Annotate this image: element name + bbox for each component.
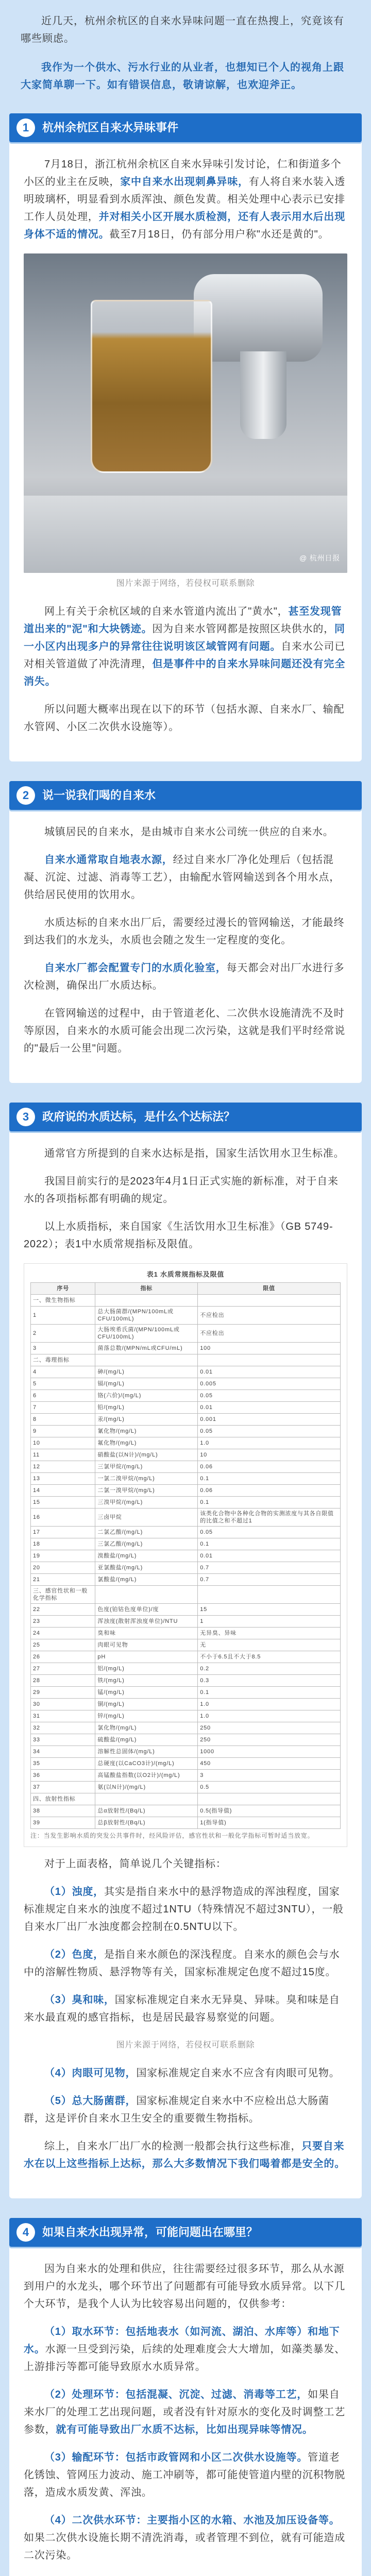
table-header-cell: 指标 bbox=[95, 1283, 198, 1295]
table-cell: 6 bbox=[31, 1390, 95, 1402]
table-row bbox=[31, 1366, 341, 1378]
photo-watermark: @ 杭州日报 bbox=[299, 554, 340, 562]
table-cell: 7 bbox=[31, 1402, 95, 1414]
text: 有人将自来水装入透明玻璃杯，明显看到水质浑浊、颜色发黄。相关处理中心表示已安排工作人员处理， bbox=[24, 176, 346, 223]
table-cell: 总β放射性/(Bq/L) bbox=[95, 1817, 198, 1829]
text: 国家标准规定自来水无异臭、异味。臭和味是自来水最直观的感官指标，也是居民最容易察觉的问题。 bbox=[24, 1994, 340, 2023]
intro bbox=[21, 12, 350, 94]
table-cell: 0.2 bbox=[198, 1663, 341, 1675]
table-body bbox=[31, 1295, 341, 1829]
table-cell: 氰化物/(mg/L) bbox=[95, 1426, 198, 1437]
table-cell: 氨(以N计)/(mg/L) bbox=[95, 1782, 198, 1793]
table-note: 注：当发生影响水质的突发公共事件时，经风险评估，感官性状和一般化学指标可暂时适当放宽。 bbox=[30, 1832, 314, 1839]
section-header-2 bbox=[9, 781, 362, 810]
table-cell: 11 bbox=[31, 1449, 95, 1461]
table-cell: 三卤甲烷 bbox=[95, 1509, 198, 1527]
table-row bbox=[31, 1574, 341, 1586]
table-cell: 0.05 bbox=[198, 1527, 341, 1538]
text: 经过自来水厂净化处理后（包括混凝、沉淀、过滤、消毒等工艺）， bbox=[24, 854, 334, 883]
table-row bbox=[31, 1449, 341, 1461]
table-cell: 0.01 bbox=[198, 1366, 341, 1378]
table-cell: 硫酸盐/(mg/L) bbox=[95, 1734, 198, 1746]
table-cell: 32 bbox=[31, 1722, 95, 1734]
table-header-cell: 限值 bbox=[198, 1283, 341, 1295]
table-cell: 1.0 bbox=[198, 1437, 341, 1449]
text: 如果二次供水设施长期不清洗消毒，或者管理不到位，就有可能造成二次污染。 bbox=[24, 2532, 345, 2561]
section-header-4 bbox=[9, 2218, 362, 2247]
glass-of-yellow-water bbox=[91, 300, 212, 473]
table-title: 表1 水质常规指标及限值 bbox=[146, 1270, 225, 1278]
table-cell: 1000 bbox=[198, 1746, 341, 1758]
paragraph: 对于上面表格，简单说几个关键指标： bbox=[44, 1858, 227, 1870]
paragraph: 水质达标的自来水出厂后，需要经过漫长的管网输送，才能最终到达我们的水龙头，水质也会随之发生一定程度的变化。 bbox=[24, 917, 345, 946]
paragraph: 我国目前实行的是2023年4月1日正式实施的新标准，对于自来水的各项指标都有明确的规定。 bbox=[24, 1176, 339, 1205]
table-cell: 0.3 bbox=[198, 1675, 341, 1687]
table-row bbox=[31, 1402, 341, 1414]
section-header-3 bbox=[9, 1103, 362, 1131]
table-cell: 1(指导值) bbox=[198, 1817, 341, 1829]
highlight: 就有可能导致出厂水质不达标，比如出现异味等情况。 bbox=[56, 2424, 313, 2435]
table-cell: 1.0 bbox=[198, 1699, 341, 1710]
table-cell: 18 bbox=[31, 1538, 95, 1550]
table-cell: 0.1 bbox=[198, 1687, 341, 1699]
text: 由输配水管网输送到各个用水点，供给居民使用的饮用水。 bbox=[24, 872, 340, 901]
table-row bbox=[31, 1378, 341, 1390]
table-cell: 34 bbox=[31, 1746, 95, 1758]
table-cell: 无异臭、异味 bbox=[198, 1628, 341, 1639]
table-cell: 三氯乙酸/(mg/L) bbox=[95, 1538, 198, 1550]
table-row bbox=[31, 1354, 341, 1366]
text: 国家标准规定自来水不应含有肉眼可见物。 bbox=[136, 2067, 340, 2079]
paragraph: 因为自来水的处理和供应，往往需要经过很多环节，那么从水源到用户的水龙头，哪个环节出了问题都有可能导致水质异常。以下几个大环节，是我个人认为比较容易出问题的，仅供参考： bbox=[24, 2263, 345, 2310]
table-row bbox=[31, 1710, 341, 1722]
table-cell bbox=[198, 1586, 341, 1604]
table-cell: 9 bbox=[31, 1426, 95, 1437]
text: 7月18日，浙江杭州余杭区自来水异味引发讨论，仁和街道多个小区的业主在反映， bbox=[24, 159, 342, 188]
table-row bbox=[31, 1746, 341, 1758]
table-cell: 三溴甲烷/(mg/L) bbox=[95, 1497, 198, 1509]
table-cell: 铜/(mg/L) bbox=[95, 1699, 198, 1710]
table-cell: 总硬度(以CaCO3计)/(mg/L) bbox=[95, 1758, 198, 1770]
table-cell: 溶解性总固体/(mg/L) bbox=[95, 1746, 198, 1758]
table-cell bbox=[95, 1793, 198, 1805]
table-row bbox=[31, 1295, 341, 1307]
table-cell: 15 bbox=[31, 1497, 95, 1509]
table-cell: 27 bbox=[31, 1663, 95, 1675]
table-row bbox=[31, 1616, 341, 1628]
text: 其实是指自来水中的悬浮物造成的浑浊程度，国家标准规定自来水的浊度不超过1NTU（特殊情况不超过3NTU），一般自来水厂出厂水浊度都会控制在0.5NTU以下。 bbox=[24, 1886, 344, 1933]
table-cell: 总大肠菌群/(MPN/100mL或CFU/100mL) bbox=[95, 1307, 198, 1325]
text: 水源一旦受到污染，后续的处理难度会大大增加，如藻类暴发、上游排污等都可能导致原水水质异常。 bbox=[24, 2344, 346, 2372]
section-number: 1 bbox=[16, 118, 35, 137]
image-caption: 图片来源于网络，若侵权可联系删除 bbox=[116, 2041, 255, 2049]
text: 管道老化锈蚀、管网压力波动、施工冲刷等，都可能使管道内壁的沉积物脱落，造成水质发黄、浑浊。 bbox=[24, 2452, 345, 2498]
table-cell: 氯化物/(mg/L) bbox=[95, 1722, 198, 1734]
table-row bbox=[31, 1663, 341, 1675]
table-cell: 2 bbox=[31, 1325, 95, 1343]
table-cell: 0.7 bbox=[198, 1574, 341, 1586]
table-cell: 大肠埃希氏菌/(MPN/100mL或CFU/100mL) bbox=[95, 1325, 198, 1343]
table-cell: 0.005 bbox=[198, 1378, 341, 1390]
table-cell: 14 bbox=[31, 1485, 95, 1497]
highlight: （1）浊度， bbox=[44, 1886, 104, 1897]
table-row bbox=[31, 1722, 341, 1734]
table-cell: 22 bbox=[31, 1604, 95, 1616]
text: 国家标准规定自来水中不应检出总大肠菌群，这是评价自来水卫生安全的重要微生物指标。 bbox=[24, 2095, 329, 2124]
table-row bbox=[31, 1758, 341, 1770]
table-cell: 三氯甲烷/(mg/L) bbox=[95, 1461, 198, 1473]
table-row bbox=[31, 1734, 341, 1746]
table-cell: 锰/(mg/L) bbox=[95, 1687, 198, 1699]
table-cell: 10 bbox=[31, 1437, 95, 1449]
table-cell: 250 bbox=[198, 1722, 341, 1734]
text: 综上，自来水厂出厂水的检测一般都会执行这些标准， bbox=[44, 2141, 302, 2152]
table-cell: 四、放射性指标 bbox=[31, 1793, 95, 1805]
paragraph: 以上水质指标，来自国家《生活饮用水卫生标准》（GB 5749-2022）；表1中水质常规指标及限值。 bbox=[24, 1221, 333, 1250]
highlight: 包括市政管网和小区二次供水设施等。 bbox=[125, 2452, 308, 2463]
table-cell: 0.05 bbox=[198, 1390, 341, 1402]
table-cell: 0.5 bbox=[198, 1782, 341, 1793]
table-cell: 一、微生物指标 bbox=[31, 1295, 95, 1307]
table-cell: 肉眼可见物 bbox=[95, 1639, 198, 1651]
table-cell: 30 bbox=[31, 1699, 95, 1710]
highlight: 还有人表示用水后出现身体不适的情况。 bbox=[24, 211, 346, 240]
table-cell: 无 bbox=[198, 1639, 341, 1651]
highlight: （3）臭和味， bbox=[44, 1994, 115, 2006]
table-cell: 氟化物/(mg/L) bbox=[95, 1437, 198, 1449]
table-cell: 450 bbox=[198, 1758, 341, 1770]
table-cell: 33 bbox=[31, 1734, 95, 1746]
table-row bbox=[31, 1390, 341, 1402]
table-cell: 硝酸盐(以N计)/(mg/L) bbox=[95, 1449, 198, 1461]
table-cell: 浑浊度(散射浑浊度单位)/NTU bbox=[95, 1616, 198, 1628]
table-cell: 250 bbox=[198, 1734, 341, 1746]
table-cell: 21 bbox=[31, 1574, 95, 1586]
table-cell: 36 bbox=[31, 1770, 95, 1782]
table-cell: 5 bbox=[31, 1378, 95, 1390]
table-row bbox=[31, 1473, 341, 1485]
table-cell: 臭和味 bbox=[95, 1628, 198, 1639]
table-cell bbox=[95, 1295, 198, 1307]
paragraph bbox=[24, 1991, 347, 2026]
image-caption: 图片来源于网络，若侵权可联系删除 bbox=[116, 579, 255, 588]
table-cell: 100 bbox=[198, 1343, 341, 1354]
table-cell: 0.01 bbox=[198, 1402, 341, 1414]
section-title: 说一说我们喝的自来水 bbox=[42, 789, 156, 802]
faucet-spout-shape bbox=[240, 351, 286, 439]
table-cell: 亚氯酸盐/(mg/L) bbox=[95, 1562, 198, 1574]
table-cell: 一氯二溴甲烷/(mg/L) bbox=[95, 1473, 198, 1485]
table-cell: pH bbox=[95, 1651, 198, 1663]
table-cell: 铁/(mg/L) bbox=[95, 1675, 198, 1687]
table-row bbox=[31, 1497, 341, 1509]
table-header-row bbox=[31, 1283, 341, 1295]
table-cell: 不小于6.5且不大于8.5 bbox=[198, 1651, 341, 1663]
table-cell: 溴酸盐/(mg/L) bbox=[95, 1550, 198, 1562]
table-row bbox=[31, 1550, 341, 1562]
water-standard-table-image bbox=[24, 1263, 347, 1847]
table-cell: 17 bbox=[31, 1527, 95, 1538]
table-cell: 26 bbox=[31, 1651, 95, 1663]
highlight: 只要自来水在以上这些指标上达标，那么大多数情况下我们喝着都是安全的。 bbox=[24, 2141, 345, 2170]
table-cell bbox=[198, 1295, 341, 1307]
section-card-4 bbox=[9, 2247, 362, 2576]
table-cell: 39 bbox=[31, 1817, 95, 1829]
table-cell: 23 bbox=[31, 1616, 95, 1628]
highlight: （4）肉眼可见物， bbox=[44, 2067, 137, 2079]
table-cell: 三、感官性状和一般化学指标 bbox=[31, 1586, 95, 1604]
table-row bbox=[31, 1325, 341, 1343]
paragraph: 城镇居民的自来水，是由城市自来水公司统一供应的自来水。 bbox=[44, 826, 334, 838]
table-row bbox=[31, 1307, 341, 1325]
highlight: 自来水通常取自地表水源， bbox=[44, 854, 173, 866]
table-cell: 不应检出 bbox=[198, 1307, 341, 1325]
section-header-1 bbox=[9, 113, 362, 142]
paragraph bbox=[24, 2449, 347, 2501]
table-cell: 氯酸盐/(mg/L) bbox=[95, 1574, 198, 1586]
table-cell: 0.01 bbox=[198, 1550, 341, 1562]
paragraph bbox=[24, 156, 347, 243]
highlight: （2）色度， bbox=[44, 1949, 104, 1960]
table-cell: 35 bbox=[31, 1758, 95, 1770]
table-row bbox=[31, 1805, 341, 1817]
table-cell: 29 bbox=[31, 1687, 95, 1699]
table-row bbox=[31, 1461, 341, 1473]
table-cell bbox=[95, 1354, 198, 1366]
table-row bbox=[31, 1793, 341, 1805]
paragraph bbox=[24, 2386, 347, 2438]
section-number: 4 bbox=[16, 2223, 35, 2242]
table-cell: 0.1 bbox=[198, 1538, 341, 1550]
highlight: 并对相关小区开展水质检测， bbox=[98, 211, 239, 223]
section-number: 3 bbox=[16, 1108, 35, 1126]
table-cell: 8 bbox=[31, 1414, 95, 1426]
table-cell: 38 bbox=[31, 1805, 95, 1817]
highlight: 同一小区内出现多户的异常往往说明该区域管网有问题。 bbox=[24, 623, 345, 652]
table-row bbox=[31, 1538, 341, 1550]
table-row bbox=[31, 1604, 341, 1616]
table-row bbox=[31, 1699, 341, 1710]
table-cell: 19 bbox=[31, 1550, 95, 1562]
table-row bbox=[31, 1586, 341, 1604]
table-cell: 汞/(mg/L) bbox=[95, 1414, 198, 1426]
table-row bbox=[31, 1485, 341, 1497]
table-row bbox=[31, 1770, 341, 1782]
sink-shape bbox=[24, 496, 347, 573]
table-row bbox=[31, 1639, 341, 1651]
table-cell: 0.06 bbox=[198, 1485, 341, 1497]
text: 如果自来水厂的处理工艺出现问题，或者没有针对原水的变化及时调整工艺参数， bbox=[24, 2389, 345, 2435]
highlight: 家中自来水出现刺鼻异味， bbox=[120, 176, 249, 188]
table-cell: 铝/(mg/L) bbox=[95, 1663, 198, 1675]
table-cell: 二氯一溴甲烷/(mg/L) bbox=[95, 1485, 198, 1497]
table-cell bbox=[198, 1793, 341, 1805]
table-cell: 菌落总数/(MPN/mL或CFU/mL) bbox=[95, 1343, 198, 1354]
table-cell: 锌/(mg/L) bbox=[95, 1710, 198, 1722]
intro-paragraph bbox=[21, 59, 350, 94]
table-cell: 0.1 bbox=[198, 1473, 341, 1485]
table-cell: 15 bbox=[198, 1604, 341, 1616]
table-row bbox=[31, 1343, 341, 1354]
table-cell: 二、毒理指标 bbox=[31, 1354, 95, 1366]
standard-table bbox=[30, 1282, 341, 1829]
section-number: 2 bbox=[16, 786, 35, 805]
paragraph bbox=[24, 1883, 347, 1936]
highlight: 但是事件中的自来水异味问题还没有完全消失。 bbox=[24, 658, 346, 687]
tap-water-photo bbox=[24, 253, 347, 573]
table-cell: 3 bbox=[31, 1343, 95, 1354]
highlight: 自来水厂都会配置专门的水质化验室， bbox=[44, 962, 227, 974]
table-cell: 二氯乙酸/(mg/L) bbox=[95, 1527, 198, 1538]
table-cell: 16 bbox=[31, 1509, 95, 1527]
highlight: 包括混凝、沉淀、过滤、消毒等工艺， bbox=[125, 2389, 308, 2400]
table-cell: 12 bbox=[31, 1461, 95, 1473]
table-cell: 13 bbox=[31, 1473, 95, 1485]
table-cell: 不应检出 bbox=[198, 1325, 341, 1343]
table-cell: 4 bbox=[31, 1366, 95, 1378]
table-cell: 总α放射性/(Bq/L) bbox=[95, 1805, 198, 1817]
table-cell: 0.001 bbox=[198, 1414, 341, 1426]
paragraph bbox=[24, 2064, 347, 2082]
table-cell: 1.0 bbox=[198, 1710, 341, 1722]
table-row bbox=[31, 1675, 341, 1687]
highlight: 包括地表水（如河流、湖泊、水库等）和地下水。 bbox=[24, 2326, 340, 2355]
table-cell: 铬(六价)/(mg/L) bbox=[95, 1390, 198, 1402]
table-row bbox=[31, 1687, 341, 1699]
table-cell: 0.06 bbox=[198, 1461, 341, 1473]
table-cell: 24 bbox=[31, 1628, 95, 1639]
table-cell bbox=[198, 1354, 341, 1366]
table-cell: 31 bbox=[31, 1710, 95, 1722]
table-cell: 28 bbox=[31, 1675, 95, 1687]
table-cell: 0.1 bbox=[198, 1497, 341, 1509]
section-title: 政府说的水质达标，是什么个达标法？ bbox=[42, 1110, 235, 1123]
table-cell: 该类化合物中各种化合物的实测浓度与其各自限值的比值之和不超过1 bbox=[198, 1509, 341, 1527]
table-cell: 1 bbox=[31, 1307, 95, 1325]
table-cell bbox=[95, 1586, 198, 1604]
paragraph bbox=[24, 959, 347, 994]
text: 自来水公司已对相关管道做了冲洗清理， bbox=[24, 641, 346, 670]
paragraph bbox=[24, 2323, 347, 2376]
table-row bbox=[31, 1527, 341, 1538]
table-cell: 色度(铂钴色度单位)/度 bbox=[95, 1604, 198, 1616]
text: 每天都会对出厂水进行多次检测，确保出厂水质达标。 bbox=[24, 962, 345, 991]
table-cell: 铅/(mg/L) bbox=[95, 1402, 198, 1414]
paragraph bbox=[24, 2138, 347, 2173]
table-cell: 砷/(mg/L) bbox=[95, 1366, 198, 1378]
table-cell: 37 bbox=[31, 1782, 95, 1793]
highlight: 甚至发现管道出来的"泥"和大块锈迹。 bbox=[24, 606, 342, 635]
paragraph: 所以问题大概率出现在以下的环节（包括水源、自来水厂、输配水管网、小区二次供水设施等）。 bbox=[24, 704, 345, 733]
table-cell: 20 bbox=[31, 1562, 95, 1574]
intro-highlight: 我作为一个供水、污水行业的从业者，也想知已个人的视角上跟大家简单聊一下。 bbox=[21, 62, 344, 91]
highlight: （4）二次供水环节： bbox=[44, 2515, 147, 2526]
table-row bbox=[31, 1426, 341, 1437]
paragraph: 在管网输送的过程中，由于管道老化、二次供水设施清洗不及时等原因，自来水的水质可能会出现二次污染，这就是我们平时经常说的"最后一公里"问题。 bbox=[24, 1008, 345, 1054]
table-row bbox=[31, 1782, 341, 1793]
table-row bbox=[31, 1414, 341, 1426]
highlight: （5）总大肠菌群， bbox=[44, 2095, 137, 2107]
intro-highlight: 如有错误信息，敬请谅解，也欢迎斧正。 bbox=[107, 79, 302, 91]
text: 是指自来水颜色的深浅程度。自来水的颜色会与水中的溶解性物质、悬浮物等有关，国家标准规定色度不超过15度。 bbox=[24, 1949, 340, 1978]
paragraph bbox=[24, 851, 347, 904]
table-cell: 10 bbox=[198, 1449, 341, 1461]
table-cell: 高锰酸盐指数(以O2计)/(mg/L) bbox=[95, 1770, 198, 1782]
section-title: 如果自来水出现异常，可能问题出在哪里？ bbox=[42, 2226, 258, 2239]
table-row bbox=[31, 1651, 341, 1663]
faucet-shape bbox=[194, 274, 323, 362]
table-cell: 3 bbox=[198, 1770, 341, 1782]
table-row bbox=[31, 1509, 341, 1527]
table-cell: 0.05 bbox=[198, 1426, 341, 1437]
section-card-1 bbox=[9, 142, 362, 761]
table-row bbox=[31, 1437, 341, 1449]
table-row bbox=[31, 1628, 341, 1639]
intro-paragraph: 近几天，杭州余杭区的自来水异味问题一直在热搜上，究竟该有哪些顾虑。 bbox=[21, 15, 344, 44]
table-cell: 0.5(指导值) bbox=[198, 1805, 341, 1817]
text: 网上有关于余杭区域的自来水管道内流出了"黄水"， bbox=[44, 606, 289, 617]
paragraph bbox=[24, 1946, 347, 1981]
text: 截至7月18日，仍有部分用户称"水还是黄的"。 bbox=[109, 229, 329, 240]
table-row bbox=[31, 1562, 341, 1574]
highlight: 主要指小区的水箱、水池及加压设备等。 bbox=[147, 2515, 340, 2526]
table-row bbox=[31, 1817, 341, 1829]
table-cell: 镉/(mg/L) bbox=[95, 1378, 198, 1390]
table-cell: 25 bbox=[31, 1639, 95, 1651]
paragraph bbox=[24, 2092, 347, 2127]
paragraph bbox=[24, 2512, 347, 2564]
table-header-cell: 序号 bbox=[31, 1283, 95, 1295]
table-cell: 1 bbox=[198, 1616, 341, 1628]
highlight: （3）输配环节： bbox=[44, 2452, 126, 2463]
section-card-2 bbox=[9, 810, 362, 1083]
section-card-3 bbox=[9, 1131, 362, 2198]
text: 因为自来水管网都是按照区块供水的， bbox=[152, 623, 334, 635]
paragraph bbox=[24, 603, 347, 690]
highlight: （1）取水环节： bbox=[44, 2326, 126, 2337]
table-cell: 0.7 bbox=[198, 1562, 341, 1574]
highlight: （2）处理环节： bbox=[44, 2389, 126, 2400]
section-title: 杭州余杭区自来水异味事件 bbox=[42, 121, 179, 134]
paragraph: 通常官方所提到的自来水达标是指，国家生活饮用水卫生标准。 bbox=[44, 1148, 345, 1159]
